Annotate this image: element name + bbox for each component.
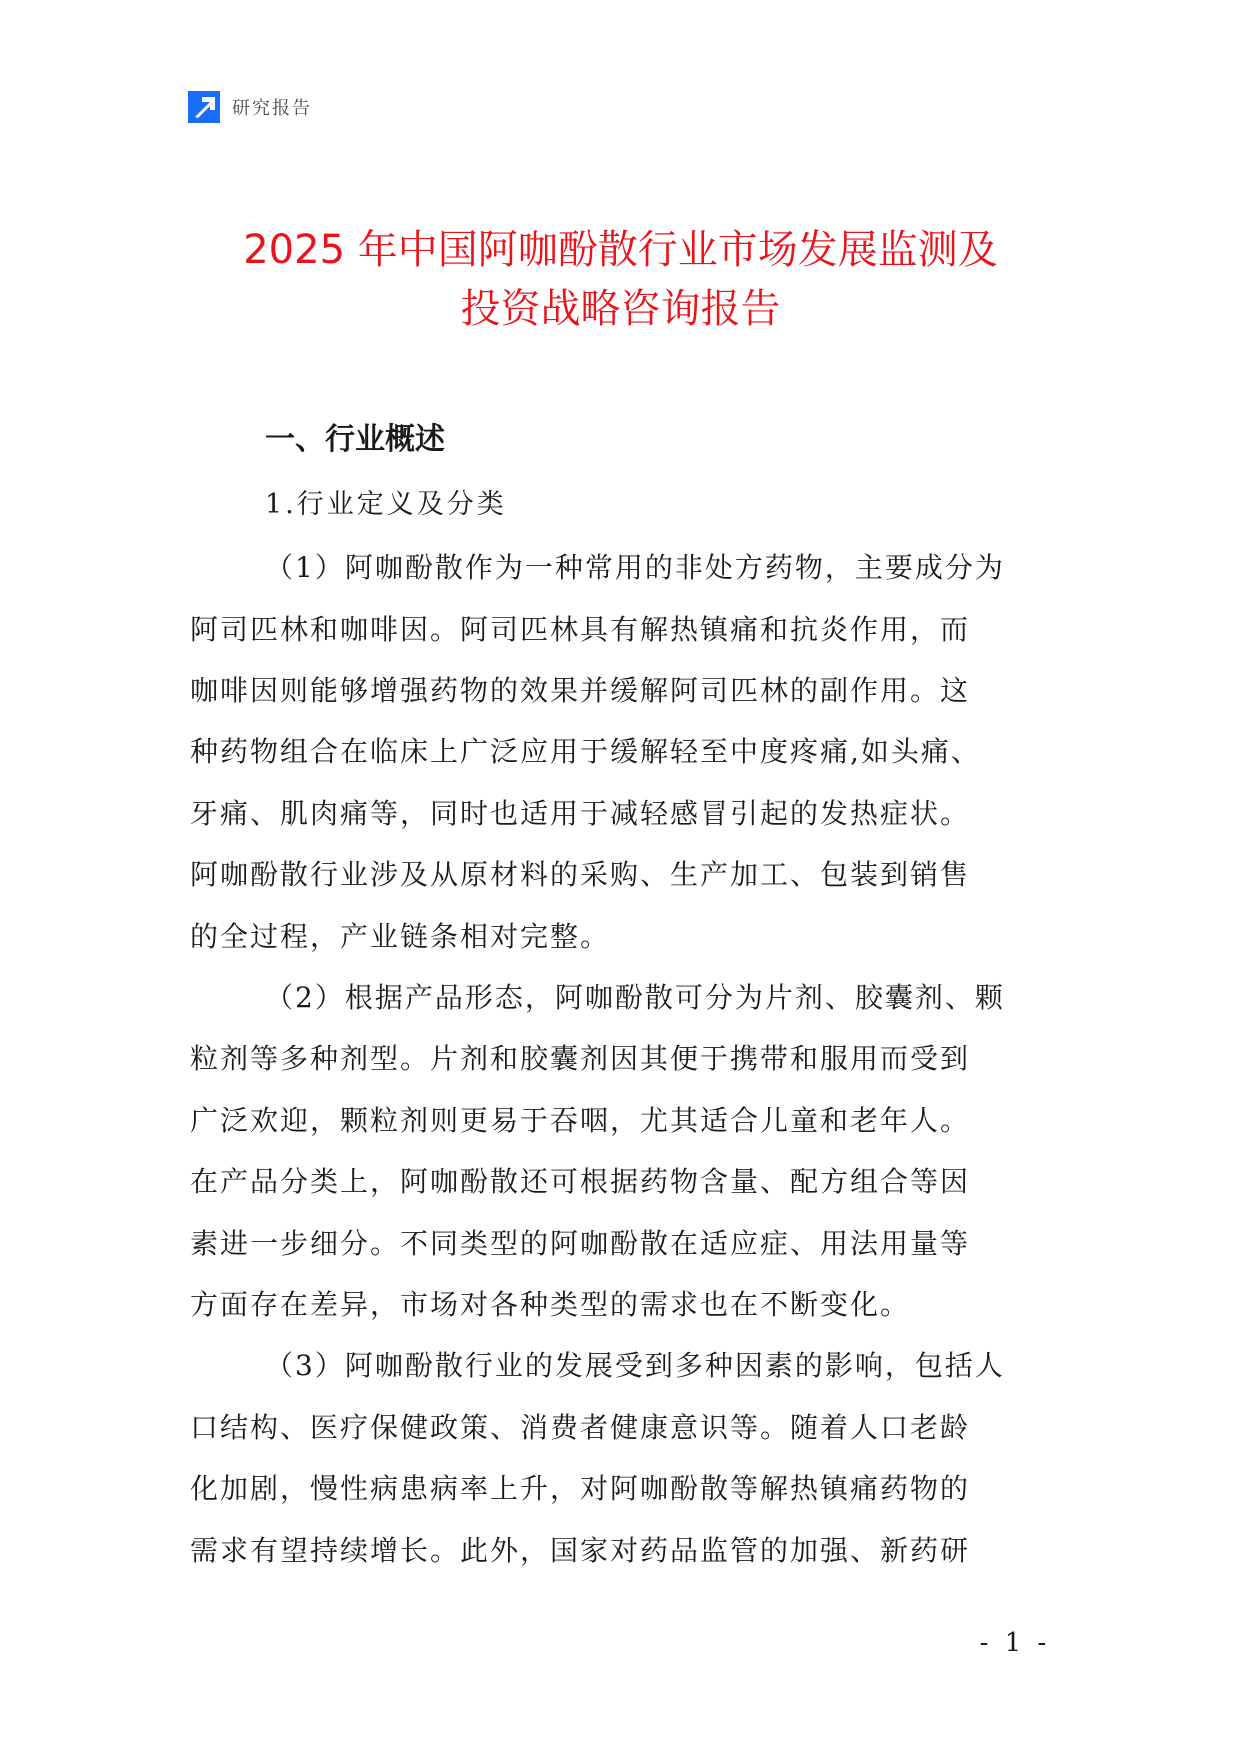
document-header (188, 90, 312, 124)
paragraph-line: 化加剧，慢性病患病率上升，对阿咖酚散等解热镇痛药物的 (190, 1472, 971, 1505)
report-title-line-2: 投资战略咨询报告 (460, 286, 781, 332)
paragraph-line: 牙痛、肌肉痛等，同时也适用于减轻感冒引起的发热症状。 (190, 797, 971, 830)
paragraph-line: （1）阿咖酚散作为一种常用的非处方药物，主要成分为 (265, 551, 1005, 584)
paragraph-line: 阿司匹林和咖啡因。阿司匹林具有解热镇痛和抗炎作用，而 (190, 613, 971, 646)
page-number: - 1 - (979, 1628, 1051, 1658)
paragraph-line: 的全过程，产业链条相对完整。 (190, 920, 611, 953)
paragraph-line: 素进一步细分。不同类型的阿咖酚散在适应症、用法用量等 (190, 1227, 971, 1260)
paragraph-line: 咖啡因则能够增强药物的效果并缓解阿司匹林的副作用。这 (190, 674, 971, 707)
report-title-line-1: 2025 年中国阿咖酚散行业市场发展监测及 (243, 227, 998, 273)
paragraph-line: 广泛欢迎，颗粒剂则更易于吞咽，尤其适合儿童和老年人。 (190, 1104, 971, 1137)
paragraph-line: （3）阿咖酚散行业的发展受到多种因素的影响，包括人 (265, 1349, 1005, 1382)
header-label: 研究报告 (232, 98, 312, 119)
paragraph-line: 方面存在差异，市场对各种类型的需求也在不断变化。 (190, 1288, 911, 1321)
paragraph-line: 需求有望持续增长。此外，国家对药品监管的加强、新药研 (190, 1534, 971, 1567)
section-subheading: 1.行业定义及分类 (265, 489, 507, 520)
paragraph-line: 粒剂等多种剂型。片剂和胶囊剂因其便于携带和服用而受到 (190, 1042, 971, 1075)
paragraph-line: 阿咖酚散行业涉及从原材料的采购、生产加工、包装到销售 (190, 858, 971, 891)
section-heading: 一、行业概述 (265, 422, 445, 457)
paragraph-line: 口结构、医疗保健政策、消费者健康意识等。随着人口老龄 (190, 1411, 971, 1444)
arrow-logo-icon (188, 91, 220, 123)
paragraph-line: （2）根据产品形态，阿咖酚散可分为片剂、胶囊剂、颗 (265, 981, 1005, 1014)
paragraph-line: 在产品分类上，阿咖酚散还可根据药物含量、配方组合等因 (190, 1165, 971, 1198)
paragraph-line: 种药物组合在临床上广泛应用于缓解轻至中度疼痛,如头痛、 (190, 735, 981, 768)
